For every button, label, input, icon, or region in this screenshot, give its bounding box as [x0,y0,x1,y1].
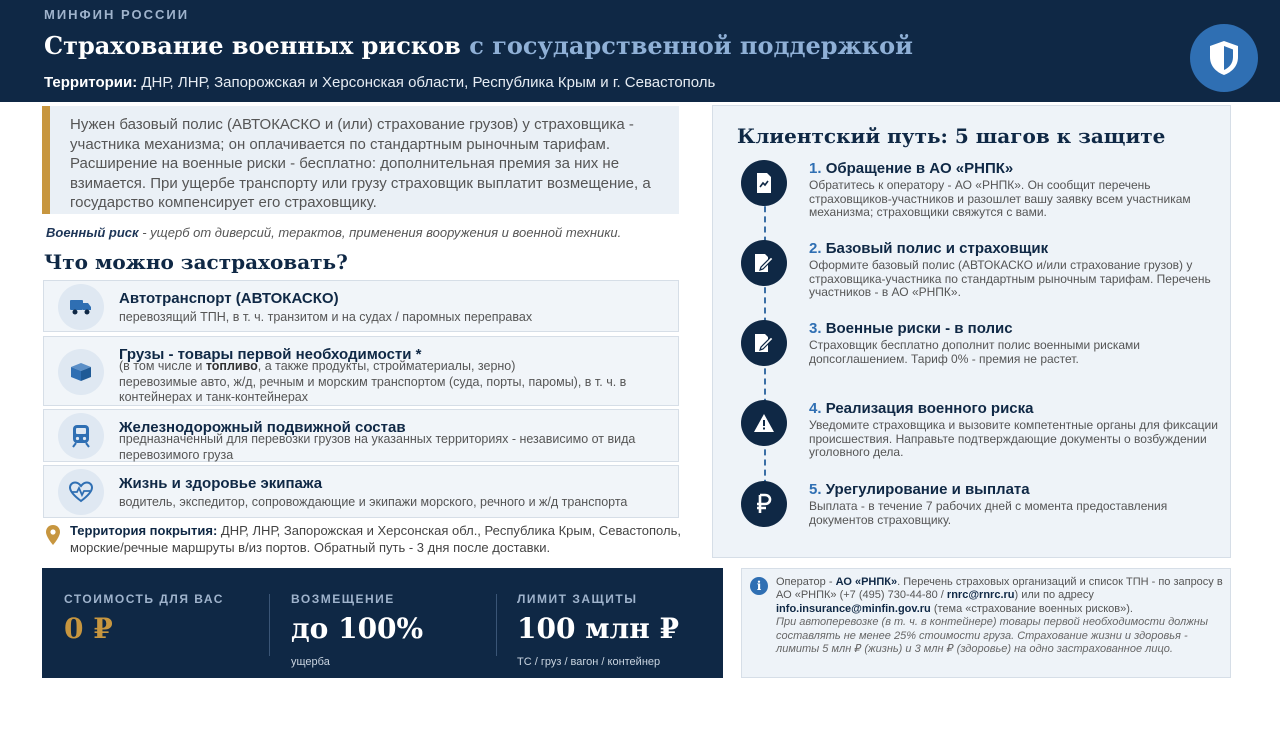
title-accent: с государственной поддержкой [469,31,913,60]
item-title: Автотранспорт (АВТОКАСКО) [119,290,339,307]
step-desc: Страховщик бесплатно дополнит полис военными рисками допсоглашением. Тариф 0% - премия не растет. [809,338,1141,366]
item-desc-suffix: , а также продукты, стройматериалы, зерно) [257,359,516,373]
info-prefix: Оператор - [776,576,836,588]
title-main: Страхование военных рисков [44,31,461,60]
stat-value: 100 млн ₽ [517,612,679,645]
item-desc-bold: топливо [205,359,258,373]
step-title [809,400,1033,417]
step-title-text: Военные риски - в полис [825,320,1013,337]
journey-title: Клиентский путь: 5 шагов к защите [737,124,1166,148]
step-desc: Уведомите страховщика и вызовите компетентные органы для фиксации происшествия. Направьте подтверждающие документы о возбуждении уголовного дела. [809,418,1218,459]
document-icon [755,172,773,194]
edit-document-icon [753,332,775,354]
item-desc-line2: перевозимые авто, ж/д, речным и морским транспортом (суда, порты, паромы), в т. ч. в контейнерах и танк-контейнерах [119,374,627,404]
step-number: 1. [809,160,822,177]
step-title [809,160,1013,177]
stat-value: 0 ₽ [64,612,113,645]
stats-bar [42,568,723,678]
info-icon: i [750,577,768,595]
step-circle [741,400,787,446]
insurable-item-rail [43,409,679,462]
operator-info-box [741,568,1231,678]
step-circle [741,320,787,366]
info-suffix: (тема «страхование военных рисков»). [930,602,1133,615]
item-desc: водитель, экспедитор, сопровождающие и экипажи морского, речного и ж/д транспорта [119,495,628,509]
item-desc-prefix: (в том числе и [119,359,206,373]
insurable-item-crew [43,465,679,518]
truck-icon [69,298,93,316]
step-number: 4. [809,400,822,417]
item-icon-wrap [58,284,104,330]
item-title: Грузы - товары первой необходимости * [119,346,422,363]
step-title [809,320,1013,337]
step-desc: Выплата - в течение 7 рабочих дней с момента предоставления документов страховщику. [809,499,1168,527]
intro-callout: Нужен базовый полис (АВТОКАСКО и (или) страхование грузов) у страховщика - участника механизма; он оплачивается по стандартным рыночным тарифам. Расширение на военные риски - бесплатно: дополнительная премия за них не взимается. При ущербе транспорту или грузу страховщик выплатит возмещение, а государство компенсирует его страховщику. [42,106,679,214]
step-title-text: Базовый полис и страховщик [825,240,1049,257]
step-number: 2. [809,240,822,257]
insurable-item-auto [43,280,679,332]
info-mid: ) или по адресу [1014,589,1094,602]
stat-label: СТОИМОСТЬ ДЛЯ ВАС [64,592,224,606]
edit-document-icon [753,252,775,274]
client-journey-panel [712,105,1231,558]
item-title: Жизнь и здоровье экипажа [119,475,323,492]
stat-sub: ущерба [291,656,330,668]
item-title: Железнодорожный подвижной состав [119,419,406,436]
shield-badge [1190,24,1258,92]
train-icon [71,424,91,448]
item-icon-wrap [58,469,104,515]
item-desc: предназначенный для перевозки грузов на указанных территориях - независимо от вида перевозимого груза [119,432,636,462]
info-email-minfin[interactable]: info.insurance@minfin.gov.ru [776,602,931,615]
shield-icon [1207,39,1241,77]
info-operator: АО «РНПК» [835,576,898,588]
step-title [809,240,1048,257]
coverage-text [70,523,686,556]
war-risk-definition [46,225,621,240]
stat-label: ЛИМИТ ЗАЩИТЫ [517,592,638,606]
insurable-item-cargo [43,336,679,406]
item-desc [119,359,669,406]
stat-label: ВОЗМЕЩЕНИЕ [291,592,395,606]
location-pin-icon [46,525,60,545]
definition-term: Военный риск [46,225,139,240]
stat-sub: ТС / груз / вагон / контейнер [517,656,661,668]
step-circle [741,160,787,206]
step-circle [741,481,787,527]
step-number: 5. [809,481,822,498]
page-header [0,0,1280,102]
stat-divider [269,594,270,656]
definition-text: - ущерб от диверсий, терактов, применения вооружения и военной техники. [138,225,622,240]
page-title [44,31,913,60]
ministry-label: МИНФИН РОССИИ [44,7,190,22]
ruble-icon [756,493,772,515]
box-icon [69,361,93,383]
insurable-section-title: Что можно застраховать? [44,250,348,274]
info-note: При автоперевозке (в т. ч. в контейнере) товары первой необходимости должны составлять не менее 25% стоимости груза. Страхование жизни и здоровья - лимиты 5 млн ₽ (жизнь) и 3 млн ₽ (здоровье) на одно застрахованное лицо. [776,616,1208,656]
step-number: 3. [809,320,822,337]
step-title [809,481,1030,498]
step-title-text: Урегулирование и выплата [825,481,1030,498]
stat-divider [496,594,497,656]
step-desc: Обратитесь к оператору - АО «РНПК». Он сообщит перечень страховщиков-участников и разошлет вашу заявку всем участникам механизма; страховщики свяжутся с вами. [809,178,1191,219]
info-body: . Перечень страховых организаций и список ТПН - по запросу в АО «РНПК» (+7 (495) 730-44-80 / [776,576,1223,602]
info-text [776,576,1228,656]
territories-text: ДНР, ЛНР, Запорожская и Херсонская области, Республика Крым и г. Севастополь [141,74,716,91]
heart-pulse-icon [68,481,94,503]
coverage-body: ДНР, ЛНР, Запорожская и Херсонская обл., Республика Крым, Севастополь, морские/речные маршруты в/из портов. Обратный путь - 3 дня после доставки. [70,523,681,555]
step-desc: Оформите базовый полис (АВТОКАСКО и/или страхование грузов) у страховщика-участника по стандартным рыночным тарифам. Перечень участников - в АО «РНПК». [809,258,1211,299]
item-icon-wrap [58,349,104,395]
stat-value: до 100% [291,612,424,645]
coverage-label: Территория покрытия: [70,523,218,538]
warning-icon [753,413,775,433]
info-email-rnrc[interactable]: rnrc@rnrc.ru [946,589,1015,602]
territories-label: Территории: [44,74,138,91]
item-desc: перевозящий ТПН, в т. ч. транзитом и на судах / паромных переправах [119,310,533,324]
step-title-text: Реализация военного риска [825,400,1034,417]
step-circle [741,240,787,286]
step-title-text: Обращение в АО «РНПК» [825,160,1014,177]
item-icon-wrap [58,413,104,459]
territories-line [44,74,715,91]
